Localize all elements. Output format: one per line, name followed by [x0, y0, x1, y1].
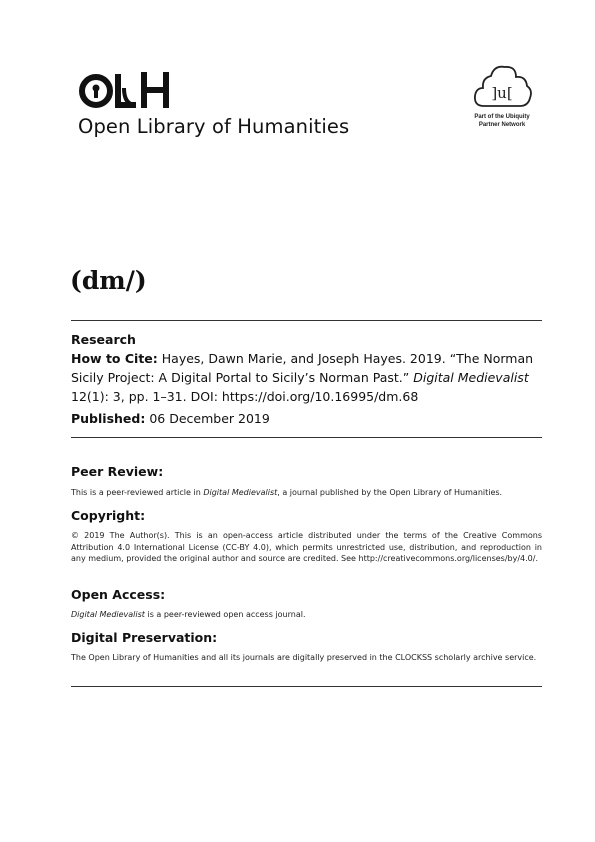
- ubiquity-partner-badge: [462, 60, 542, 142]
- published-label: Published:: [71, 411, 146, 426]
- journal-logo-text: (dm/): [70, 267, 147, 295]
- partner-label-line1: Part of the Ubiquity: [474, 114, 530, 120]
- cite-label: How to Cite:: [71, 351, 158, 366]
- cloud-icon: [470, 60, 534, 114]
- how-to-cite: [71, 349, 542, 406]
- open-access-journal: Digital Medievalist: [71, 610, 145, 619]
- peer-review-text-before: This is a peer-reviewed article in: [71, 488, 201, 497]
- copyright-text: © 2019 The Author(s). This is an open-access article distributed under the terms of the Creative Commons Attribution 4.0 International License (CC-BY 4.0), which permits unrestricted use, distribution, and reproduction in any medium, provided the original author and source are credited. See http://creativecommons.org/licenses/by/4.0/.: [71, 531, 542, 563]
- published-line: [71, 411, 270, 426]
- divider: [71, 320, 542, 321]
- peer-review-journal: Digital Medievalist: [203, 488, 278, 497]
- open-access-heading: Open Access:: [71, 587, 166, 602]
- cite-authors-title: Hayes, Dawn Marie, and Joseph Hayes. 2019. “The Norman Sicily Project: A Digital Portal to Sicily’s Norman Past.”: [71, 351, 534, 385]
- peer-review-text-after: , a journal published by the Open Library of Humanities.: [277, 488, 503, 497]
- partner-badge-text: ]u[: [491, 84, 513, 102]
- dm-logo-icon: [70, 267, 154, 297]
- open-access-text-after: is a peer-reviewed open access journal.: [144, 610, 306, 619]
- cite-details: 12(1): 3, pp. 1–31. DOI: https://doi.org/10.16995/dm.68: [71, 389, 419, 404]
- published-date: 06 December 2019: [149, 411, 270, 426]
- article-section: Research: [71, 332, 136, 347]
- cite-journal: Digital Medievalist: [413, 370, 529, 385]
- olh-logo-icon: [78, 68, 178, 114]
- divider: [71, 437, 542, 438]
- digital-preservation-heading: Digital Preservation:: [71, 630, 218, 645]
- peer-review-text: [71, 487, 542, 499]
- digital-preservation-text: The Open Library of Humanities and all its journals are digitally preserved in the CLOCKSS scholarly archive service.: [71, 653, 537, 662]
- open-access-text: [71, 609, 542, 621]
- publisher-name: Open Library of Humanities: [78, 115, 350, 138]
- divider: [71, 686, 542, 687]
- copyright-heading: Copyright:: [71, 508, 146, 523]
- peer-review-heading: Peer Review:: [71, 464, 164, 479]
- partner-label-line2: Partner Network: [478, 121, 526, 128]
